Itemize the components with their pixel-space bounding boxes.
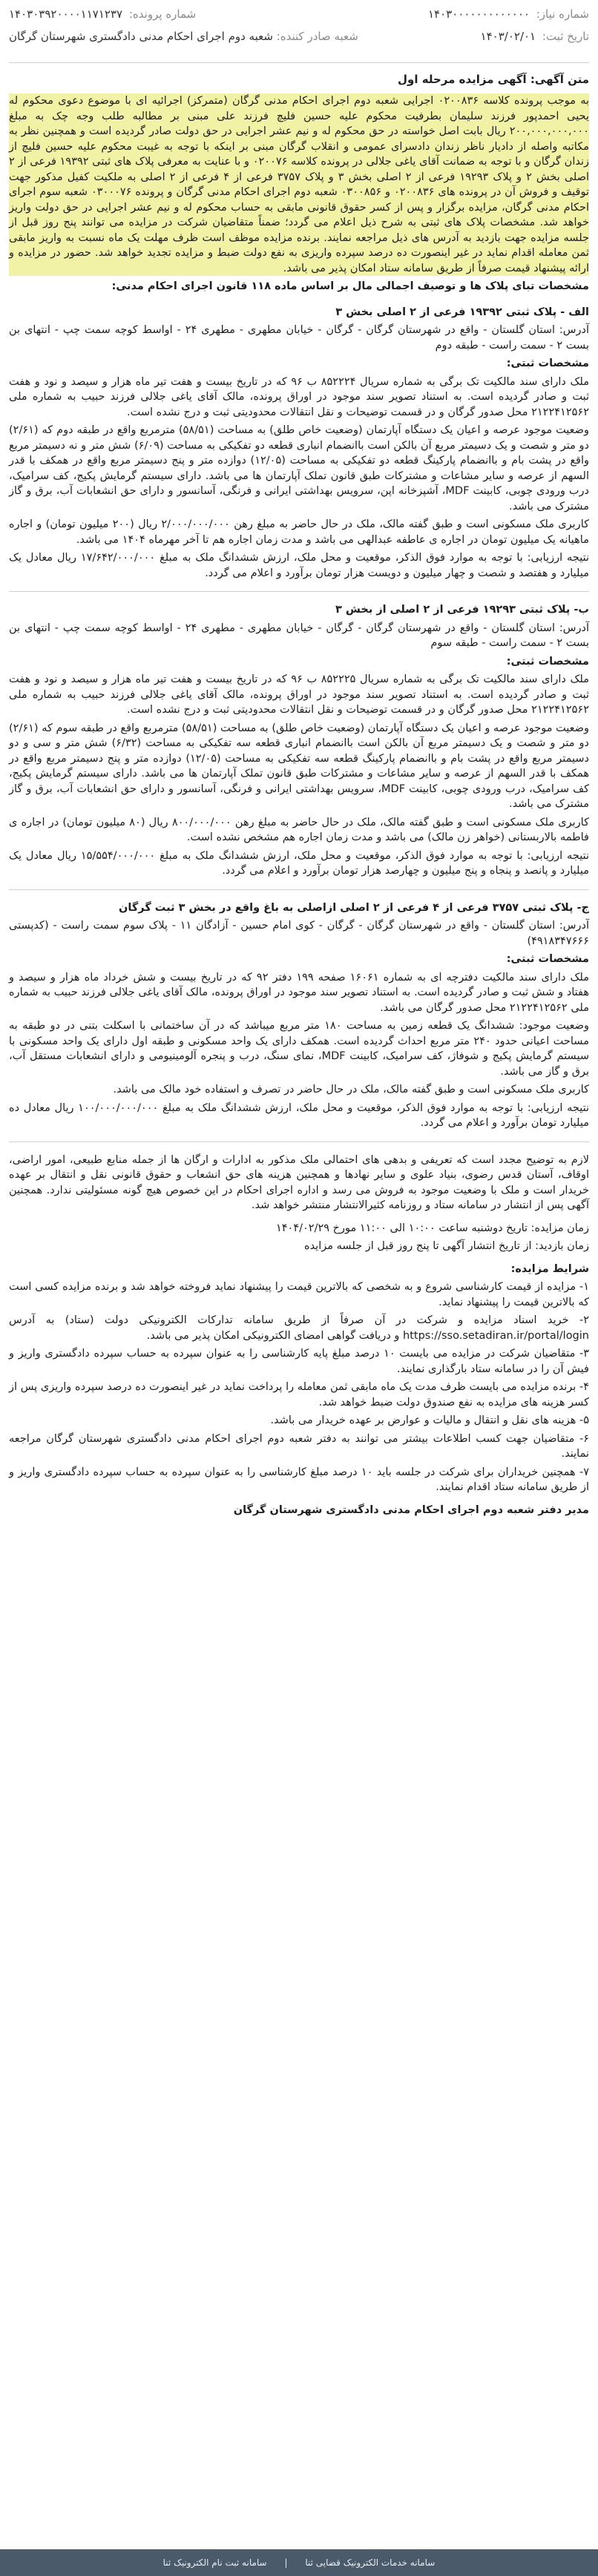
visit-time: زمان بازدید: از تاریخ انتشار آگهی تا پنج روز قبل از جلسه مزایده: [303, 1240, 589, 1252]
property-occupancy: کاربری ملک مسکونی است و طبق گفته مالک، ملک در حال حاضر به مبلغ رهن ۸۰۰/۰۰۰/۰۰۰ ریال (۸۰ میلیون تومان) در اجاره ی فاطمه بالاربستانی (خواهر زن مالک) می باشد و مدت زمان اجاره هم مشخص نشده است.: [9, 816, 589, 843]
property-valuation: نتیجه ارزیابی: با توجه به موارد فوق الذکر، موقعیت و محل ملک، ارزش ششدانگ ملک به مبلغ ۱۵/۵۵۴/۰۰۰/۰۰۰ ریال معادل یک میلیارد و پانصد و پنجاه و پنج میلیون و چهارصد هزار تومان برآورد و اعلام می گردد.: [9, 849, 589, 877]
general-notes: لازم به توضیح مجدد است که تعریفی و بدهی های احتمالی ملک مذکور به ادارات و ارگان ها از جمله منابع طبیعی، امور اراضی، اوقاف، آستان قدس رضوی، بنیاد علوی و سایر نهادها و همچنین هزینه های حق انشعاب و حقوق قانونی نقل و انتقال بر عهده خریدار است و ملک با وضعیت موجود به فروش می رسد و اداره اجرای احکام در این خصوص هیچ گونه مسئولیتی ندارد. همچنین آگهی پس از انتشار در سامانه ستاد و روزنامه کثیرالانتشار منتشر خواهد شد.: [9, 1153, 589, 1211]
conditions-list: [9, 1279, 589, 1495]
property-occupancy: کاربری ملک مسکونی است و طبق گفته مالک، ملک در حال حاضر در تصرف و استفاده خود مالک می باشد.: [113, 1084, 589, 1096]
auction-schedule: [9, 1221, 589, 1254]
condition-item: ۷- همچنین خریداران برای شرکت در جلسه باید ۱۰ درصد مبلغ کارشناسی را به عنوان سپرده به حساب سپرده دادگستری واریز و از طریق سامانه ستاد اقدام نمایند.: [9, 1466, 589, 1493]
tracking-number: شماره نیاز: ۱۴۰۳۰۰۰۰۰۰۰۰۰۰۰۰۰: [428, 7, 589, 21]
divider: [9, 591, 589, 592]
property-description: وضعیت موجود: ششدانگ یک قطعه زمین به مساحت ۱۸۰ متر مربع میباشد که در آن ساختمانی با اسکلت بتنی در دو طبقه به مساحت اعیانی حدود ۲۴۰ متر مربع احداث گردیده است. همکف دارای یک واحد مسکونی و طبقه اول دارای یک واحد مسکونی با سیستم گرمایش پکیج و شوفاژ، کف سرامیک، کابینت MDF، نمای سنگ، درب و پنجره آلومینیومی و دارای انشعابات مستقل آب، برق و گاز می باشد.: [9, 1020, 589, 1078]
condition-item: ۶- متقاضیان جهت کسب اطلاعات بیشتر می توانند به دفتر شعبه دوم اجرای احکام مدنی دادگستری شهرستان گرگان مراجعه نمایند.: [9, 1432, 589, 1460]
property-title: الف - پلاک ثبتی ۱۹۳۹۲ فرعی از ۲ اصلی بخش ۳: [335, 306, 589, 318]
property-valuation: نتیجه ارزیابی: با توجه به موارد فوق الذکر، موقعیت و محل ملک، ارزش ششدانگ ملک به مبلغ ۱۰۰/۰۰۰/۰۰۰/۰۰۰ ریال معادل ده میلیارد تومان برآورد و اعلام می گردد.: [9, 1101, 589, 1129]
conditions-heading: شرایط مزایده:: [510, 1262, 589, 1275]
divider: [9, 889, 589, 890]
property-title: ب- پلاک ثبتی ۱۹۲۹۳ فرعی از ۲ اصلی از بخش ۳: [335, 604, 589, 616]
property-spec-heading: مشخصات ثبتی:: [506, 655, 589, 668]
condition-item: ۱- مزایده از قیمت کارشناسی شروع و به شخصی که بالاترین قیمت را پیشنهاد نماید فروخته خواهد شد و برنده مزایده کسی است که بالاترین قیمت را پیشنهاد نماید.: [9, 1281, 589, 1308]
auction-time: زمان مزایده: تاریخ دوشنبه ساعت ۱۰:۰۰ الی ۱۱:۰۰ مورخ ۱۴۰۴/۰۲/۲۹: [275, 1222, 589, 1234]
property-occupancy: کاربری ملک مسکونی است و طبق گفته مالک، ملک در حال حاضر به مبلغ رهن ۲/۰۰۰/۰۰۰/۰۰۰ ریال (۲۰۰ میلیون تومان) و اجاره ماهیانه یک میلیون تومان در اجاره ی عاطفه عبدالهی می باشد و مدت زمان اجاره هم تا آخر مهرماه ۱۴۰۴ می باشد.: [9, 518, 590, 546]
file-number: شماره پرونده: ۱۴۰۳۰۳۹۲۰۰۰۰۱۱۷۱۲۳۷: [9, 7, 197, 21]
property-valuation: نتیجه ارزیابی: با توجه به موارد فوق الذکر، موقعیت و محل ملک، ارزش ششدانگ ملک به مبلغ ۱۷/۶۴۲/۰۰۰/۰۰۰ ریال معادل یک میلیارد و هفتصد و شصت و چهار میلیون و دویست هزار تومان برآورد و اعلام می گردد.: [9, 552, 589, 579]
property-description: وضعیت موجود عرصه و اعیان یک دستگاه آپارتمان (وضعیت خاص طلق) به مساحت (۵۸/۵۱) مترمربع واقع در طبقه سوم که (۲/۶۱) دو متر و شصت و یک دسیمتر مربع آن بالکن است باانضمام انباری قطعه سه تفکیکی به مساحت (۶/۳۲) شش متر و سی و دو دسیمتر مربع واقع در پشت بام و باانضمام پارکینگ قطعه سه تفکیکی به مساحت (۱۲/۰۵) دوازده متر و پنج دسیمتر مربع واقع در همکف با قدر السهم از عرصه و سایر مشاعات و مشترکات طبق قانون تملک آپارتمان ها می باشد. دارای سیستم گرمایش پکیج، کف سرامیک، درب ورودی چوبی، کابینت MDF، سرویس بهداشتی ایرانی و فرنگی، آسانسور و دارای حق انشعابات آب، برق و گاز مشترک می باشد.: [9, 722, 589, 810]
condition-item: ۳- متقاضیان شرکت در مزایده می بایست ۱۰ درصد مبلغ پایه کارشناسی را به عنوان سپرده به حساب سپرده دادگستری واریز و فیش آن را در سامانه ستاد بارگذاری نمایند.: [9, 1348, 589, 1375]
notice-subject: متن آگهی: آگهی مزایده مرحله اول: [398, 73, 589, 86]
site-footer: سامانه خدمات الکترونیک قضایی ثنا | سامانه ثبت نام الکترونیک ثنا: [0, 2549, 598, 2576]
property-c: [9, 900, 589, 1131]
property-spec-heading: مشخصات ثبتی:: [506, 358, 589, 369]
property-spec-heading: مشخصات ثبتی:: [506, 953, 589, 965]
property-address: آدرس: استان گلستان - واقع در شهرستان گرگان - گرگان - خیابان مطهری - مطهری ۲۴ - اواسط کوچه سمت چپ - انتهای بن بست ۲ - سمت راست - طبقه سوم: [9, 622, 589, 649]
divider: [9, 62, 589, 63]
condition-item: ۵- هزینه های نقل و انتقال و مالیات و عوارض بر عهده خریدار می باشد.: [270, 1414, 589, 1426]
notice-meta: [9, 6, 589, 45]
condition-item: ۴- برنده مزایده می بایست ظرف مدت یک ماه مابقی ثمن معامله را پرداخت نماید در غیر اینصورت ده درصد سپرده واریزی پس از کسر هزینه های مزایده به نفع صندوق دولت ضبط خواهد شد.: [9, 1381, 589, 1409]
property-description: وضعیت موجود عرصه و اعیان یک دستگاه آپارتمان (وضعیت خاص طلق) به مساحت (۵۸/۵۱) مترمربع واقع در طبقه دوم که (۲/۶۱) دو متر و شصت و یک دسیمتر مربع آن بالکن است باانضمام انباری قطعه دو تفکیکی به مساحت (۶/۰۹) شش متر و نه دسیمتر مربع واقع در پشت بام و باانضمام پارکینگ قطعه دو تفکیکی به مساحت (۱۲/۰۵) دوازده متر و پنج دسیمتر مربع واقع در همکف با قدر السهم از عرصه و سایر مشاعات و مشترکات طبق قانون تملک آپارتمان ها می باشد. دارای سیستم گرمایش پکیج، کف سرامیک، درب ورودی چوبی، کابینت MDF، آشپزخانه اپن، سرویس بهداشتی ایرانی و فرنگی، آسانسور و دارای حق انشعابات آب، برق و گاز مشترک می باشد.: [9, 424, 589, 513]
property-b: [9, 602, 589, 879]
property-spec: ملک دارای سند مالکیت تک برگی به شماره سریال ۸۵۲۲۲۵ ب ۹۶ که در تاریخ بیست و هفت تیر ماه هزار و سیصد و نود و هفت ثبت و صادر گردیده است. به استناد تصویر سند موجود در اوراق پرونده، مالک آقای یاغی جلالی فرزند حبیب به شماره ملی ۲۱۲۲۴۱۲۵۶۲ محل صدور گرگان و در قسمت توضیحات و نقل انتقالات محدودیتی ثبت و درج نشده است.: [9, 673, 589, 716]
property-a: [9, 305, 589, 582]
signature: مدیر دفتر شعبه دوم اجرای احکام مدنی دادگستری شهرستان گرگان: [233, 1503, 589, 1516]
issuing-branch: شعبه صادر کننده: شعبه دوم اجرای احکام مدنی دادگستری شهرستان گرگان: [9, 30, 358, 43]
section-heading: مشخصات تبای پلاک ها و توصیف اجمالی مال بر اساس ماده ۱۱۸ قانون اجرای احکام مدنی:: [111, 280, 589, 292]
footer-link-register[interactable]: سامانه ثبت نام الکترونیک ثنا: [162, 2557, 267, 2568]
issue-date: تاریخ ثبت: ۱۴۰۳/۰۲/۰۱: [480, 30, 589, 43]
condition-item: ۲- خرید اسناد مزایده و شرکت در آن صرفاً از طریق سامانه تدارکات الکترونیکی دولت (ستاد) به آدرس https://sso.setadiran.ir/portal/login و دریافت گواهی امضای الکترونیکی امکان پذیر می باشد.: [9, 1314, 589, 1342]
property-spec: ملک دارای سند مالکیت تک برگی به شماره سریال ۸۵۲۲۲۴ ب ۹۶ که در تاریخ بیست و هفت تیر ماه هزار و سیصد و نود و هفت ثبت و صادر گردیده است. به استناد تصویر سند موجود در اوراق پرونده، مالک آقای یاغی جلالی فرزند حبیب به شماره ملی ۲۱۲۲۴۱۲۵۶۲ محل صدور گرگان و در قسمت توضیحات و نقل انتقالات محدودیتی ثبت و درج نشده است.: [9, 375, 589, 418]
property-address: آدرس: استان گلستان - واقع در شهرستان گرگان - گرگان - کوی امام حسین - آزادگان ۱۱ - پلاک سوم سمت راست - (کدپستی ۴۹۱۸۳۴۷۶۶۶): [9, 920, 589, 947]
intro-paragraph: به موجب پرونده کلاسه ۰۲۰۰۸۳۶ اجرایی شعبه دوم اجرای احکام مدنی گرگان (متمرکز) اجرائیه ای با موضوع دعوی محکوم له یحیی احمدپور فرزند سلیمان بطرفیت محکوم علیه حسین فلیچ فرزند علی مبنی بر مطالبه طلب وجه چک به مبلغ ۲۰۰,۰۰۰,۰۰۰,۰۰۰ ریال بابت اصل خواسته در حق محکوم له و نیم عشر اجرایی در حق دولت صادر گردیده است و همچنین نظر به مکاتبه واصله از دادیار ناظر زندان دادسرای عمومی و انقلاب گرگان مبنی بر اینکه با توجه به غیبت محکوم علیه حسین فلیچ از زندان گرگان و با توجه به ضمانت آقای یاغی جلالی در پرونده کلاسه ۰۲۰۰۷۶ و با عنایت به معرفی پلاک های ثبتی ۱۹۳۹۲ فرعی از ۲ اصلی بخش ۲ و پلاک ۱۹۲۹۳ فرعی از ۲ اصلی بخش ۳ و پلاک ۳۷۵۷ فرعی از ۴ فرعی از ۲ اصلی به ملکیت کفیل مذکور جهت توقیف و فروش آن در پرونده های ۰۲۰۰۸۳۶ و ۰۳۰۰۸۵۶ شعبه دوم اجرای احکام مدنی گرگان و پرونده ۰۳۰۰۰۷۶ شعبه سوم اجرای احکام مدنی گرگان، مزایده برگزار و پس از کسر حقوق قانونی مابقی به حساب محکوم له و نیم عشر اجرایی در حق دولت واریز خواهد شد. مشخصات پلاک های ثبتی به شرح ذیل اعلام می گردد؛ ضمناً متقاضیان شرکت در مزایده می توانند پنج روز قبل از جلسه مزایده جهت بازدید به آدرس های ذیل مراجعه نمایند. برنده مزایده موظف است ظرف مهلت یک ماه نسبت به واریز مابقی ثمن معامله اقدام نماید در غیر اینصورت ده درصد سپرده واریزی به نفع دولت ضبط و مزایده تجدید خواهد شد. حضور در مزایده و ارائه پیشنهاد قیمت صرفاً از طریق سامانه ستاد امکان پذیر می باشد.: [9, 93, 589, 276]
notice-body: [9, 93, 589, 1521]
footer-link-sana[interactable]: سامانه خدمات الکترونیک قضایی ثنا: [305, 2557, 436, 2568]
property-title: ج- پلاک ثبتی ۳۷۵۷ فرعی از ۴ فرعی از ۲ اصلی ازاصلی به باغ واقع در بخش ۳ ثبت گرگان: [119, 901, 589, 914]
property-spec: ملک دارای سند مالکیت دفترچه ای به شماره ۱۶۰۶۱ صفحه ۱۹۹ دفتر ۹۲ که در تاریخ بیست و شش خرداد ماه هزار و سیصد و هفتاد و شش ثبت و صادر گردیده است. به استناد تصویر سند موجود در اوراق پرونده، مالک آقای یاغی جلالی فرزند حبیب به شماره ملی ۲۱۲۲۴۱۲۵۶۲ محل صدور گرگان می باشد.: [9, 971, 589, 1014]
property-address: آدرس: استان گلستان - واقع در شهرستان گرگان - گرگان - خیابان مطهری - مطهری ۲۴ - اواسط کوچه سمت چپ - انتهای بن بست ۲ - سمت راست - طبقه دوم: [9, 324, 589, 352]
